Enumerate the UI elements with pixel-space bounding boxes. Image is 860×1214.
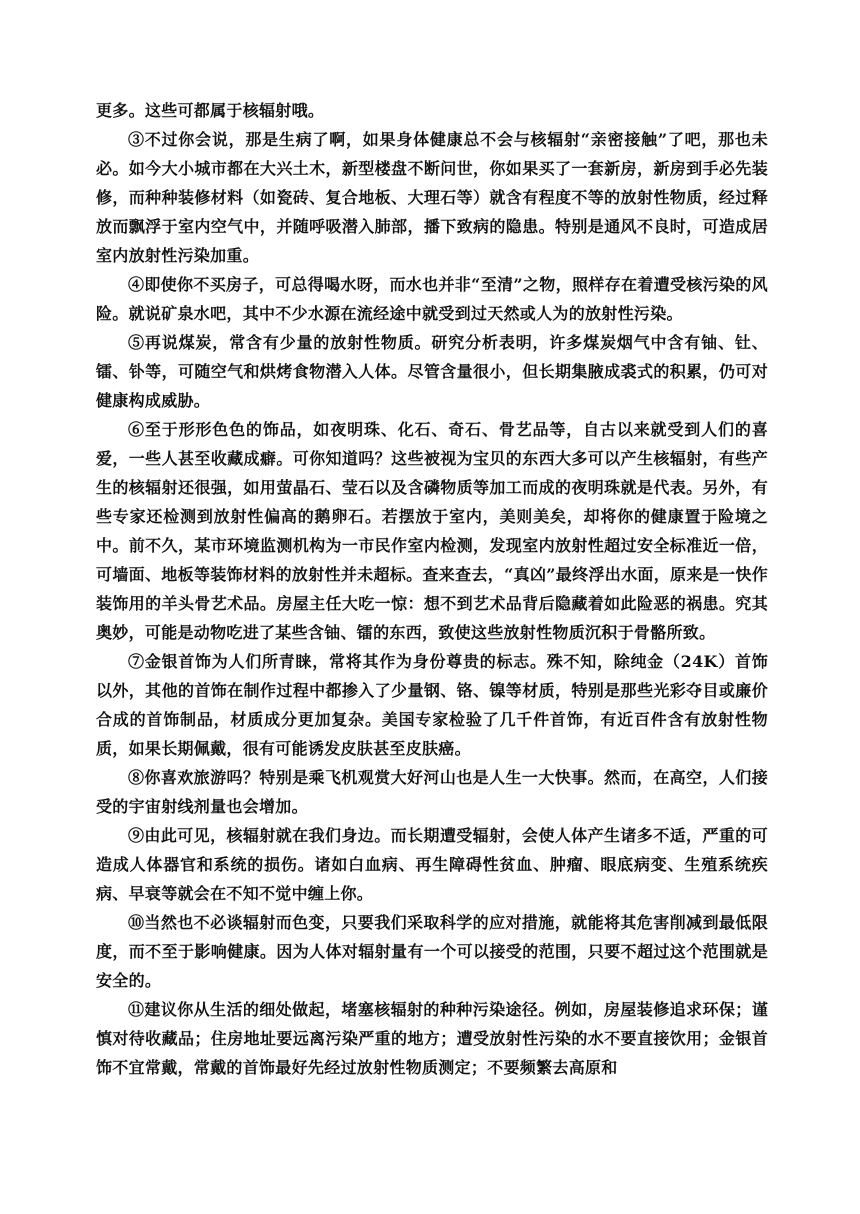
paragraph-10: ⑩当然也不必谈辐射而色变，只要我们采取科学的应对措施，就能将其危害削减到最低限度，而不至于影响健康。因为人体对辐射量有一个可以接受的范围，只要不超过这个范围就是安全的。 (96, 913, 768, 990)
paragraph-8: ⑧你喜欢旅游吗？特别是乘飞机观赏大好河山也是人生一大快事。然而，在高空，人们接受的宇宙射线剂量也会增加。 (96, 768, 768, 816)
paragraph-4: ④即使你不买房子，可总得喝水呀，而水也并非“至清”之物，照样存在着遭受核污染的风险。就说矿泉水吧，其中不少水源在流经途中就受到过天然或人为的放射性污染。 (96, 275, 768, 323)
paragraph-5: ⑤再说煤炭，常含有少量的放射性物质。研究分析表明，许多煤炭烟气中含有铀、钍、镭、钋等，可随空气和烘烤食物潜入人体。尽管含量很小，但长期集腋成裘式的积累，仍可对健康构成威胁。 (96, 333, 768, 410)
paragraph-11: ⑪建议你从生活的细处做起，堵塞核辐射的种种污染途径。例如，房屋装修追求环保；谨慎对待收藏品；住房地址要远离污染严重的地方；遭受放射性污染的水不要直接饮用；金银首饰不宜常戴，常戴的首饰最好先经过放射性物质测定；不要频繁去高原和 (96, 1000, 768, 1077)
paragraph-continuation: 更多。这些可都属于核辐射哦。 (96, 101, 325, 120)
paragraph-9: ⑨由此可见，核辐射就在我们身边。而长期遭受辐射，会使人体产生诸多不适，严重的可造成人体器官和系统的损伤。诸如白血病、再生障碍性贫血、肿瘤、眼底病变、生殖系统疾病、早衰等就会在不知不觉中缠上你。 (96, 826, 768, 903)
paragraph-3: ③不过你会说，那是生病了啊，如果身体健康总不会与核辐射“亲密接触”了吧，那也未必。如今大小城市都在大兴土木，新型楼盘不断问世，你如果买了一套新房，新房到手必先装修，而种种装修材料（如瓷砖、复合地板、大理石等）就含有程度不等的放射性物质，经过释放而飘浮于室内空气中，并随呼吸潜入肺部，播下致病的隐患。特别是通风不良时，可造成居室内放射性污染加重。 (96, 130, 768, 265)
document-page (96, 96, 768, 1082)
paragraph-6: ⑥至于形形色色的饰品，如夜明珠、化石、奇石、骨艺品等，自古以来就受到人们的喜爱，一些人甚至收藏成癖。可你知道吗？这些被视为宝贝的东西大多可以产生核辐射，有些产生的核辐射还很强，如用萤晶石、莹石以及含磷物质等加工而成的夜明珠就是代表。另外，有些专家还检测到放射性偏高的鹅卵石。若摆放于室内，美则美矣，却将你的健康置于险境之中。前不久，某市环境监测机构为一市民作室内检测，发现室内放射性超过安全标准近一倍，可墙面、地板等装饰材料的放射性并未超标。查来查去，“真凶”最终浮出水面，原来是一快作装饰用的羊头骨艺术品。房屋主任大吃一惊：想不到艺术品背后隐藏着如此险恶的祸患。究其奥妙，可能是动物吃进了某些含铀、镭的东西，致使这些放射性物质沉积于骨骼所致。 (96, 420, 768, 642)
paragraph-7: ⑦金银首饰为人们所青睐，常将其作为身份尊贵的标志。殊不知，除纯金（24K）首饰以外，其他的首饰在制作过程中都掺入了少量钢、铬、镍等材质，特别是那些光彩夺目或廉价合成的首饰制品，材质成分更加复杂。美国专家检验了几千件首饰，有近百件含有放射性物质，如果长期佩戴，很有可能诱发皮肤甚至皮肤癌。 (96, 652, 768, 758)
